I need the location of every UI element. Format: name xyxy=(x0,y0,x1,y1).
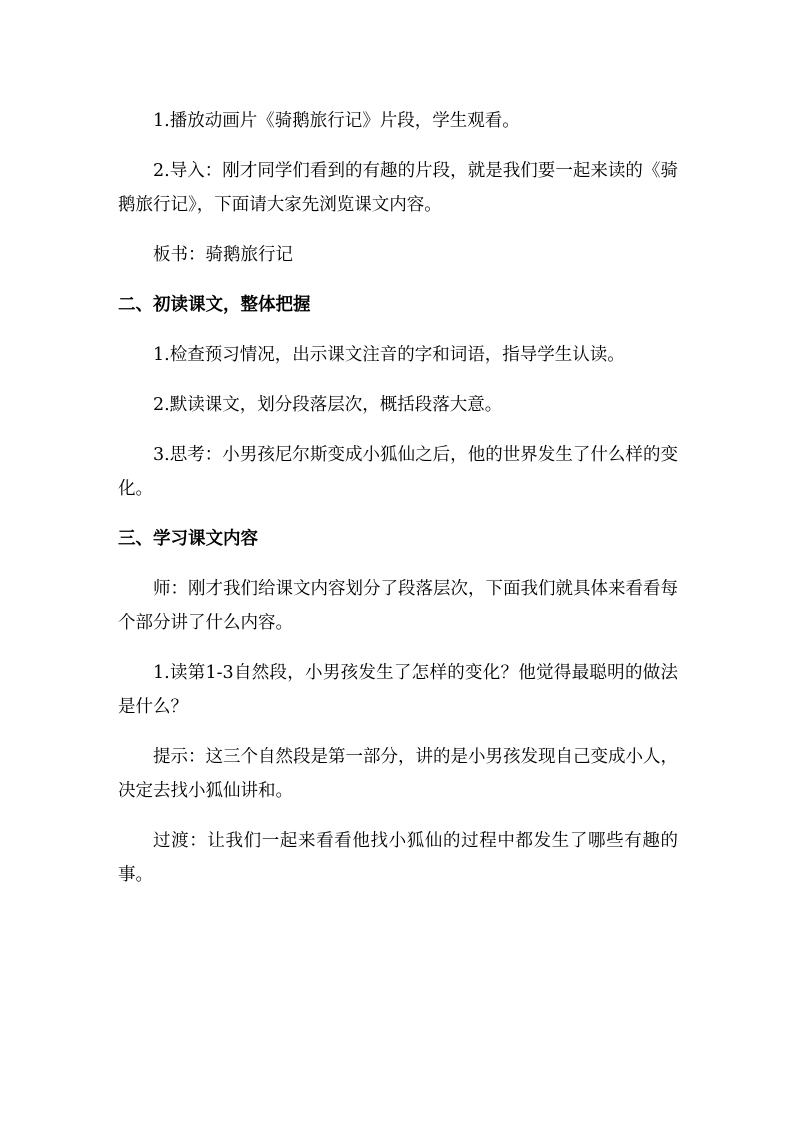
paragraph-teacher-remark: 师：刚才我们给课文内容划分了段落层次，下面我们就具体来看看每个部分讲了什么内容。 xyxy=(118,579,678,633)
paragraph-think-question: 3.思考：小男孩尼尔斯变成小狐仙之后，他的世界发生了什么样的变化。 xyxy=(118,445,678,499)
section-heading-first-reading: 二、初读课文，整体把握 xyxy=(118,295,311,315)
document-body xyxy=(118,104,678,892)
paragraph-blackboard-title: 板书：骑鹅旅行记 xyxy=(153,245,293,265)
paragraph-check-preview: 1.检查预习情况，出示课文注音的字和词语，指导学生认读。 xyxy=(153,345,625,365)
paragraph-play-animation: 1.播放动画片《骑鹅旅行记》片段，学生观看。 xyxy=(153,111,520,131)
paragraph-read-section-one: 1.读第1-3自然段，小男孩发生了怎样的变化？他觉得最聪明的做法是什么？ xyxy=(118,663,678,717)
paragraph-introduction: 2.导入：刚才同学们看到的有趣的片段，就是我们要一起来读的《骑鹅旅行记》，下面请大家先浏览课文内容。 xyxy=(118,161,678,215)
paragraph-hint: 提示：这三个自然段是第一部分，讲的是小男孩发现自己变成小人，决定去找小狐仙讲和。 xyxy=(118,747,678,801)
paragraph-transition: 过渡：让我们一起来看看他找小狐仙的过程中都发生了哪些有趣的事。 xyxy=(118,831,678,885)
paragraph-silent-reading: 2.默读课文，划分段落层次，概括段落大意。 xyxy=(153,395,503,415)
section-heading-learn-content: 三、学习课文内容 xyxy=(118,529,258,549)
